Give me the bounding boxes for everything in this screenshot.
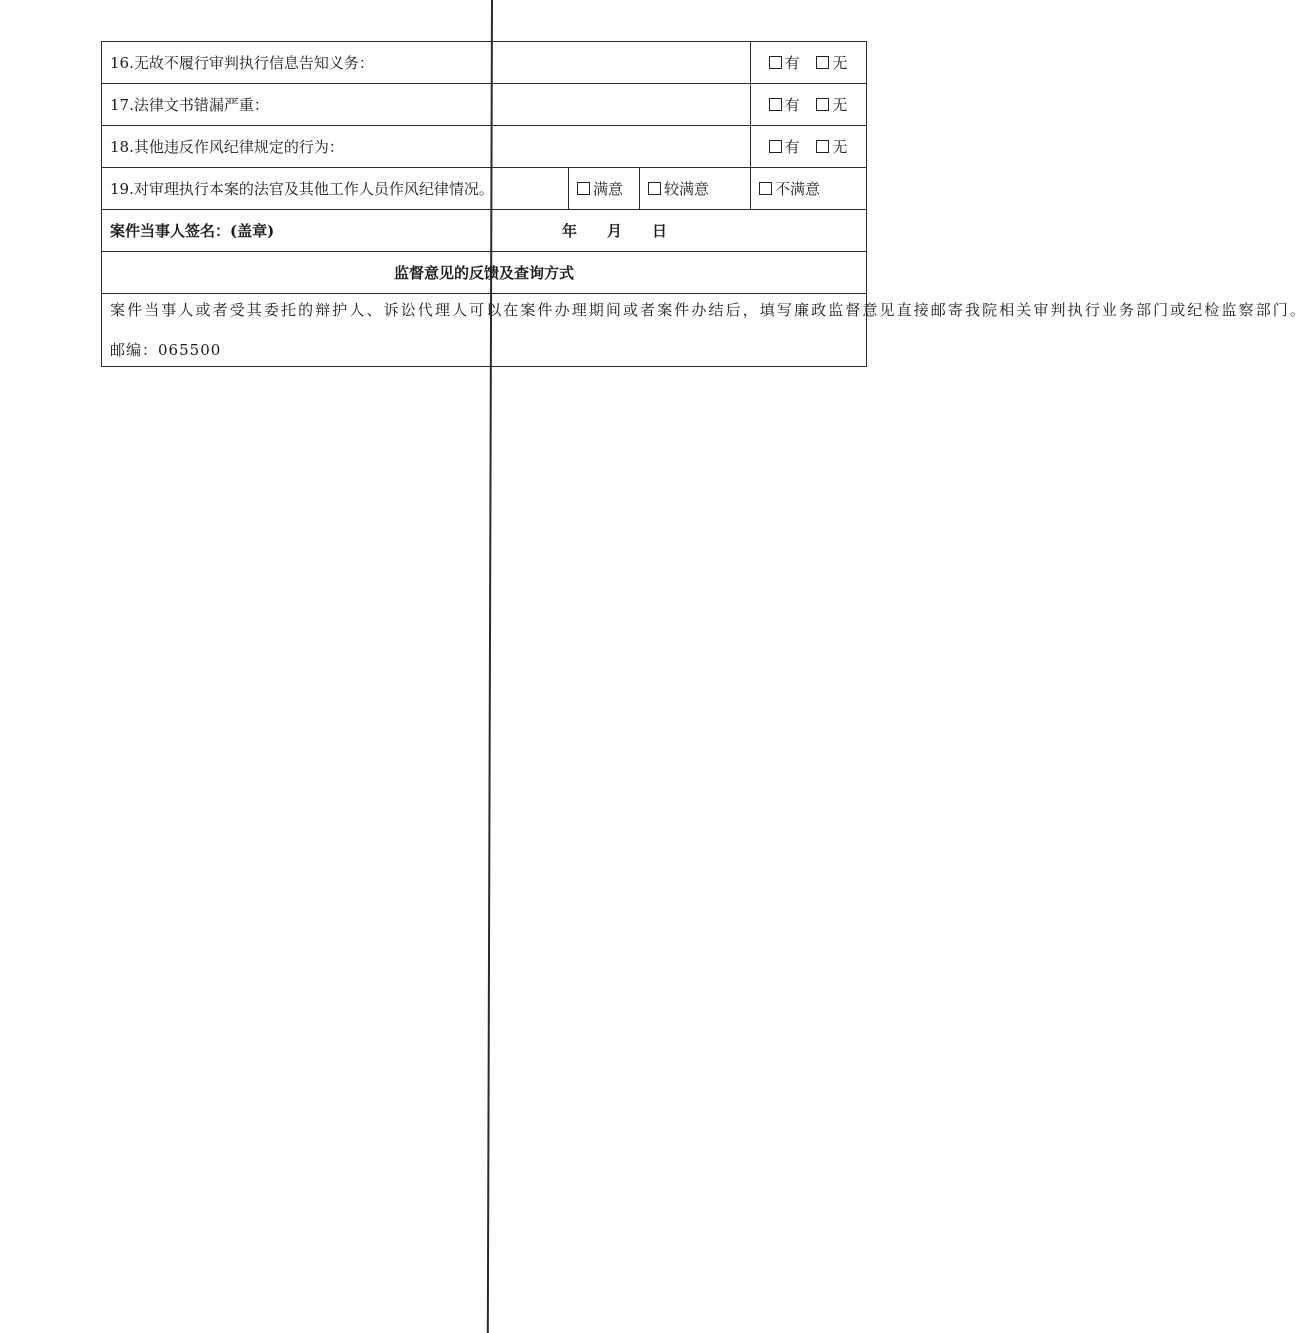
option-yes-checkbox[interactable]: 有 [769, 136, 801, 157]
signature-row [102, 210, 867, 252]
checkbox-icon [577, 182, 590, 195]
form-item-16 [102, 42, 867, 84]
item-question: 19.对审理执行本案的法官及其他工作人员作风纪律情况。 [102, 168, 569, 210]
checkbox-icon [769, 56, 782, 69]
item-question: 17.法律文书错漏严重： [102, 84, 751, 126]
option-no-checkbox[interactable]: 无 [816, 52, 848, 73]
item-options [751, 42, 867, 84]
checkbox-icon [759, 182, 772, 195]
form-item-18 [102, 126, 867, 168]
postal-code-line [110, 334, 858, 366]
item-options [751, 84, 867, 126]
option-unsatisfied-checkbox[interactable]: 不满意 [751, 168, 867, 210]
feedback-title-row [102, 252, 867, 294]
item-question: 16.无故不履行审判执行信息告知义务： [102, 42, 751, 84]
item-question: 18.其他违反作风纪律规定的行为： [102, 126, 751, 168]
postal-code: 065500 [158, 341, 222, 359]
checkbox-icon [816, 98, 829, 111]
checkbox-icon [769, 98, 782, 111]
feedback-paragraph: 案件当事人或者受其委托的辩护人、诉讼代理人可以在案件办理期间或者案件办结后，填写廉政监督意见直接邮寄我院相关审判执行业务部门或纪检监察部门。 [110, 301, 1307, 319]
signature-label: 案件当事人签名：(盖章) [110, 222, 275, 240]
feedback-body [102, 294, 1307, 367]
form-item-17 [102, 84, 867, 126]
option-yes-checkbox[interactable]: 有 [769, 52, 801, 73]
checkbox-icon [648, 182, 661, 195]
option-no-checkbox[interactable]: 无 [816, 94, 848, 115]
supervision-form-table [101, 41, 1307, 367]
feedback-body-row [102, 294, 867, 367]
checkbox-icon [816, 140, 829, 153]
date-year: 年 [562, 222, 578, 240]
date-month: 月 [607, 222, 623, 240]
signature-cell[interactable] [102, 210, 867, 252]
option-satisfied-checkbox[interactable]: 满意 [569, 168, 640, 210]
option-yes-checkbox[interactable]: 有 [769, 94, 801, 115]
option-no-checkbox[interactable]: 无 [816, 136, 848, 157]
item-options [751, 126, 867, 168]
date-day: 日 [652, 222, 668, 240]
form-item-19 [102, 168, 867, 210]
feedback-section-title: 监督意见的反馈及查询方式 [102, 252, 867, 294]
checkbox-icon [769, 140, 782, 153]
option-fairly-satisfied-checkbox[interactable]: 较满意 [640, 168, 751, 210]
postal-label: 邮编： [110, 341, 159, 359]
checkbox-icon [816, 56, 829, 69]
